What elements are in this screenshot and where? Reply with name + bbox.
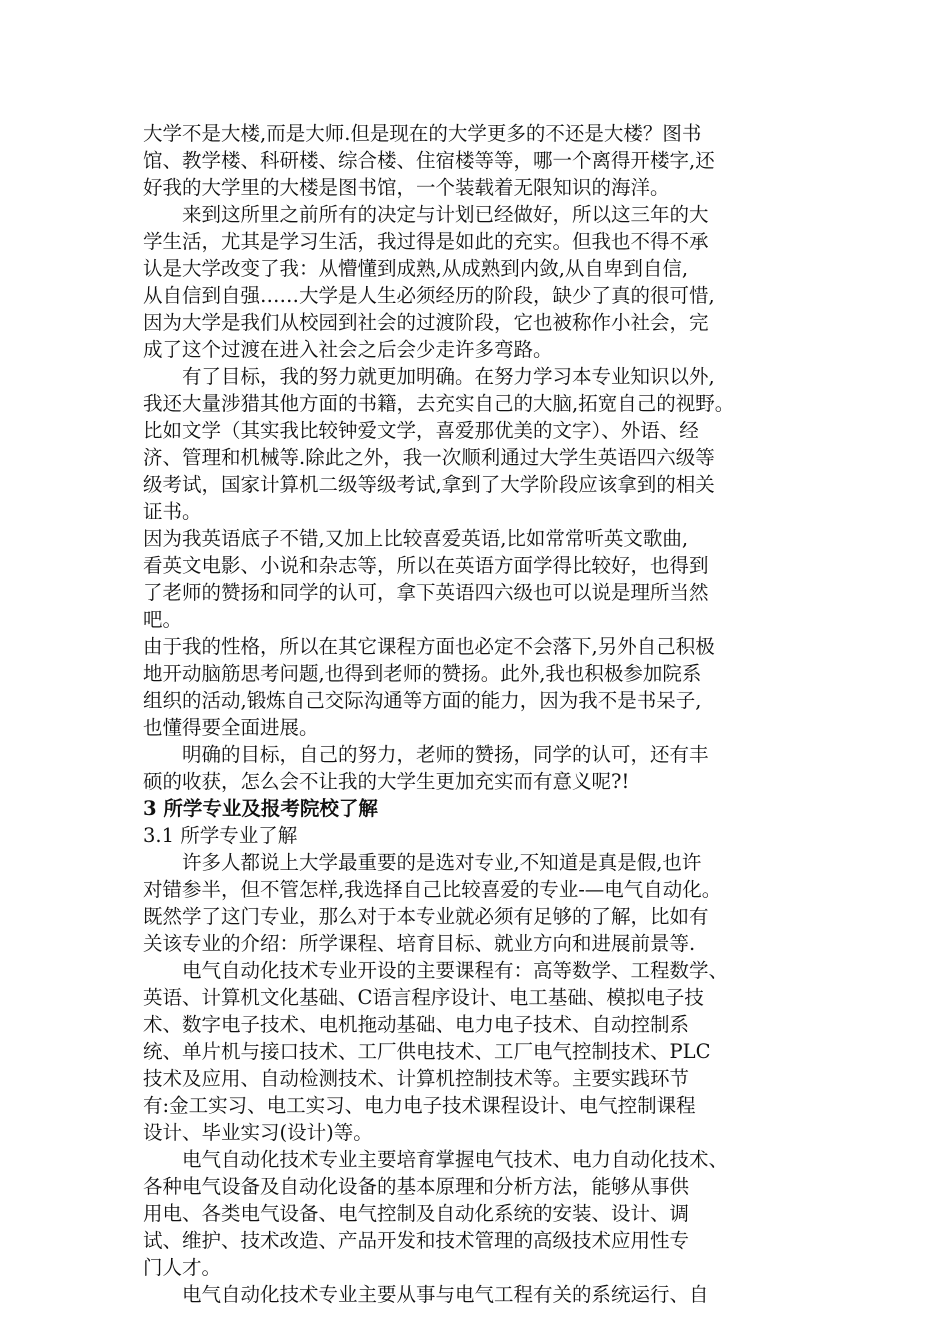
document-body xyxy=(143,120,833,1308)
subsection-heading xyxy=(143,822,833,849)
text-line: 许多人都说上大学最重要的是选对专业,不知道是真是假,也许 xyxy=(143,851,702,874)
text-line: 明确的目标，自己的努力，老师的赞扬，同学的认可，还有丰 xyxy=(143,743,709,766)
paragraph xyxy=(143,741,833,795)
text-line: 电气自动化技术专业主要培育掌握电气技术、电力自动化技术、 xyxy=(143,1148,729,1171)
text-line: 地开动脑筋思考问题,也得到老师的赞扬。此外,我也积极参加院系 xyxy=(143,662,702,685)
paragraph xyxy=(143,1146,833,1281)
text-line: 3.1 所学专业了解 xyxy=(143,824,298,847)
paragraph xyxy=(143,363,833,525)
text-line: 了老师的赞扬和同学的认可，拿下英语四六级也可以说是理所当然 xyxy=(143,581,709,604)
paragraph xyxy=(143,957,833,1146)
text-line: 3 所学专业及报考院校了解 xyxy=(143,797,378,820)
text-line: 电气自动化技术专业开设的主要课程有：高等数学、工程数学、 xyxy=(143,959,729,982)
text-line: 有了目标，我的努力就更加明确。在努力学习本专业知识以外, xyxy=(143,365,715,388)
text-line: 级考试，国家计算机二级等级考试,拿到了大学阶段应该拿到的相关 xyxy=(143,473,715,496)
text-line: 成了这个过渡在进入社会之后会少走许多弯路。 xyxy=(143,338,553,361)
text-line: 硕的收获，怎么会不让我的大学生更加充实而有意义呢?! xyxy=(143,770,630,793)
paragraph xyxy=(143,1281,833,1308)
text-line: 济、管理和机械等.除此之外，我一次顺利通过大学生英语四六级等 xyxy=(143,446,715,469)
text-line: 用电、各类电气设备、电气控制及自动化系统的安装、设计、调 xyxy=(143,1202,690,1225)
text-line: 比如文学（其实我比较钟爱文学，喜爱那优美的文字）、外语、经 xyxy=(143,419,699,442)
text-line: 看英文电影、小说和杂志等，所以在英语方面学得比较好，也得到 xyxy=(143,554,709,577)
text-line: 由于我的性格，所以在其它课程方面也必定不会落下,另外自己积极 xyxy=(143,635,715,658)
text-line: 英语、计算机文化基础、C语言程序设计、电工基础、模拟电子技 xyxy=(143,986,704,1009)
text-line: 有:金工实习、电工实习、电力电子技术课程设计、电气控制课程 xyxy=(143,1094,696,1117)
paragraph xyxy=(143,201,833,363)
text-line: 因为我英语底子不错,又加上比较喜爱英语,比如常常听英文歌曲, xyxy=(143,527,689,550)
text-line: 电气自动化技术专业主要从事与电气工程有关的系统运行、自 xyxy=(143,1283,709,1306)
text-line: 试、维护、技术改造、产品开发和技术管理的高级技术应用性专 xyxy=(143,1229,690,1252)
text-line: 认是大学改变了我：从懵懂到成熟,从成熟到内敛,从自卑到自信, xyxy=(143,257,689,280)
paragraph xyxy=(143,120,833,201)
text-line: 对错参半，但不管怎样,我选择自己比较喜爱的专业-—电气自动化。 xyxy=(143,878,722,901)
text-line: 统、单片机与接口技术、工厂供电技术、工厂电气控制技术、PLC xyxy=(143,1040,711,1063)
text-line: 证书。 xyxy=(143,500,202,523)
paragraph xyxy=(143,633,833,741)
text-line: 从自信到自强……大学是人生必须经历的阶段，缺少了真的很可惜, xyxy=(143,284,715,307)
text-line: 技术及应用、自动检测技术、计算机控制技术等。主要实践环节 xyxy=(143,1067,690,1090)
text-line: 大学不是大楼,而是大师.但是现在的大学更多的不还是大楼？图书 xyxy=(143,122,702,145)
text-line: 吧。 xyxy=(143,608,183,631)
text-line: 门人才。 xyxy=(143,1256,222,1279)
text-line: 设计、毕业实习(设计)等。 xyxy=(143,1121,373,1144)
text-line: 馆、教学楼、科研楼、综合楼、住宿楼等等，哪一个离得开楼字,还 xyxy=(143,149,715,172)
text-line: 来到这所里之前所有的决定与计划已经做好，所以这三年的大 xyxy=(143,203,709,226)
section-heading xyxy=(143,795,833,822)
paragraph xyxy=(143,525,833,633)
text-line: 好我的大学里的大楼是图书馆，一个装载着无限知识的海洋。 xyxy=(143,176,670,199)
text-line: 各种电气设备及自动化设备的基本原理和分析方法，能够从事供 xyxy=(143,1175,690,1198)
text-line: 因为大学是我们从校园到社会的过渡阶段，它也被称作小社会，完 xyxy=(143,311,709,334)
text-line: 关该专业的介绍：所学课程、培育目标、就业方向和进展前景等. xyxy=(143,932,696,955)
text-line: 组织的活动,锻炼自己交际沟通等方面的能力，因为我不是书呆子, xyxy=(143,689,702,712)
text-line: 也懂得要全面进展。 xyxy=(143,716,319,739)
text-line: 既然学了这门专业，那么对于本专业就必须有足够的了解，比如有 xyxy=(143,905,709,928)
text-line: 我还大量涉猎其他方面的书籍，去充实自己的大脑,拓宽自己的视野。 xyxy=(143,392,735,415)
text-line: 学生活，尤其是学习生活，我过得是如此的充实。但我也不得不承 xyxy=(143,230,709,253)
text-line: 术、数字电子技术、电机拖动基础、电力电子技术、自动控制系 xyxy=(143,1013,690,1036)
paragraph xyxy=(143,849,833,957)
